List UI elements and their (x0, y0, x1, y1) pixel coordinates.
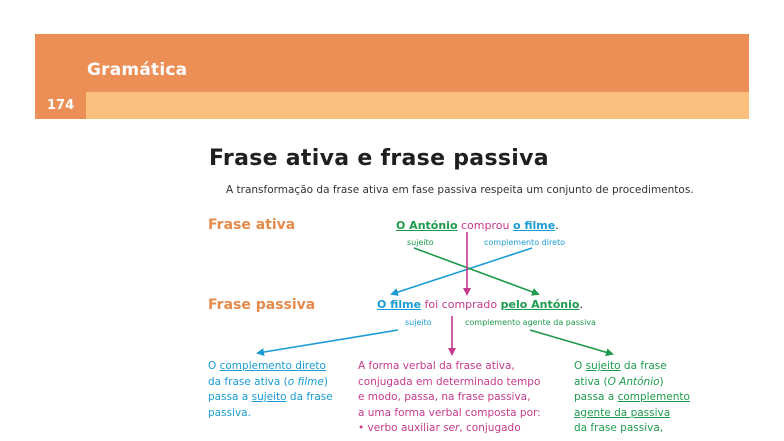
active-object-tag: complemento direto (484, 238, 566, 247)
active-object: o filme (512, 219, 556, 232)
page-title: Frase ativa e frase passiva (209, 146, 549, 171)
active-label: Frase ativa (208, 217, 296, 233)
text: sujeito (251, 391, 287, 403)
text: O (208, 360, 220, 372)
text: ser (443, 422, 460, 434)
passive-subject: O filme (377, 298, 422, 311)
text: A forma verbal da frase ativa, (358, 360, 515, 372)
text: ativa ( (574, 375, 608, 388)
text: da frase passiva, (574, 422, 664, 434)
text: complemento (617, 391, 690, 403)
passive-verb: foi comprado (424, 298, 498, 311)
text: passa a (574, 391, 618, 403)
section-name: Gramática (87, 60, 188, 80)
text: passiva. (208, 406, 251, 419)
passive-agent-tag: complemento agente da passiva (465, 318, 596, 327)
text: conjugada em determinado tempo (358, 375, 541, 388)
text: O (574, 360, 586, 372)
explanation-left (208, 359, 333, 421)
text: O António (607, 375, 660, 388)
arrow-to-left-explanation (258, 330, 398, 353)
arrow-to-right-explanation (530, 330, 612, 354)
active-subject: O António (396, 219, 458, 232)
text: ) (659, 375, 664, 388)
page-number: 174 (47, 98, 75, 113)
passive-period: . (579, 298, 583, 311)
text: passa a (208, 391, 252, 403)
active-subject-tag: sujeito (407, 238, 434, 247)
text: ) (323, 375, 328, 388)
explanation-middle (358, 359, 541, 437)
arrow-object-to-subject (392, 248, 532, 294)
text: , conjugado (459, 422, 521, 434)
text: da frase (620, 360, 667, 372)
text: sujeito (585, 360, 621, 372)
active-verb: comprou (461, 219, 510, 232)
text: o filme (287, 375, 324, 388)
passive-label: Frase passiva (208, 297, 316, 313)
intro-text: A transformação da frase ativa em fase passiva respeita um conjunto de procedimentos. (226, 184, 694, 196)
text: da frase (286, 391, 333, 403)
arrow-subject-to-agent (414, 248, 538, 294)
text: complemento direto (219, 360, 326, 372)
text: a uma forma verbal composta por: (358, 406, 541, 419)
text: agente da passiva (574, 406, 671, 419)
passive-agent: pelo António (500, 298, 580, 311)
active-period: . (555, 219, 559, 232)
text: e modo, passa, na frase passiva, (358, 391, 531, 403)
text: da frase ativa ( (208, 375, 288, 388)
passive-subject-tag: sujeito (405, 318, 432, 327)
explanation-right (574, 359, 690, 437)
text: • verbo auxiliar (358, 422, 444, 434)
